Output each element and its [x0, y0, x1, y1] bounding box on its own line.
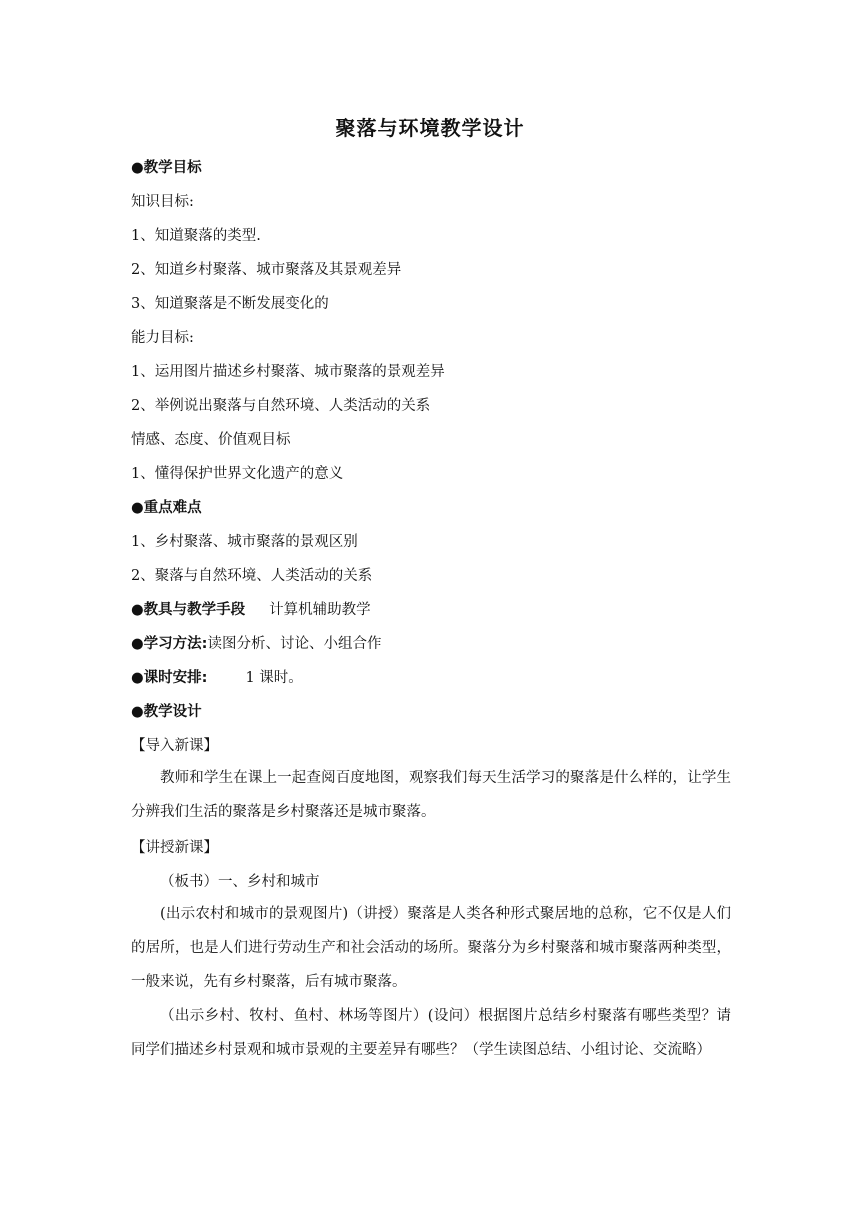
- schedule-row: [131, 668, 303, 688]
- document-title: 聚落与环境教学设计: [335, 116, 525, 140]
- knowledge-item: 2、知道乡村聚落、城市聚落及其景观差异: [131, 262, 402, 278]
- lecture-label: 【讲授新课】: [131, 840, 218, 856]
- intro-paragraph: 教师和学生在课上一起查阅百度地图，观察我们每天生活学习的聚落是什么样的，让学生分辨我们生活的聚落是乡村聚落还是城市聚落。: [131, 770, 731, 820]
- lecture-paragraph-1: (出示农村和城市的景观图片)（讲授）聚落是人类各种形式聚居地的总称，它不仅是人们的居所，也是人们进行劳动生产和社会活动的场所。聚落分为乡村聚落和城市聚落两种类型，一般来说，先有乡村聚落，后有城市聚落。: [131, 906, 731, 990]
- knowledge-item: 1、知道聚落的类型.: [131, 228, 261, 244]
- tools-heading: ●教具与教学手段: [131, 602, 246, 618]
- schedule-heading: ●课时安排:: [131, 670, 208, 686]
- ability-label: 能力目标:: [131, 330, 194, 346]
- board-note: （板书）一、乡村和城市: [160, 874, 320, 890]
- objectives-heading: ●教学目标: [131, 160, 202, 176]
- key-point-item: 2、聚落与自然环境、人类活动的关系: [131, 568, 373, 584]
- emotion-label: 情感、态度、价值观目标: [131, 432, 291, 448]
- knowledge-item: 3、知道聚落是不断发展变化的: [131, 296, 329, 312]
- key-point-item: 1、乡村聚落、城市聚落的景观区别: [131, 534, 358, 550]
- tools-value: 计算机辅助教学: [269, 602, 371, 618]
- schedule-value: 1 课时。: [245, 670, 303, 686]
- knowledge-label: 知识目标:: [131, 194, 194, 210]
- design-heading: ●教学设计: [131, 704, 202, 720]
- key-points-heading: ●重点难点: [131, 500, 202, 516]
- methods-row: [131, 634, 381, 654]
- intro-label: 【导入新课】: [131, 738, 218, 754]
- emotion-item: 1、懂得保护世界文化遗产的意义: [131, 466, 344, 482]
- methods-value: 读图分析、讨论、小组合作: [207, 636, 382, 652]
- tools-row: [131, 600, 371, 620]
- ability-item: 2、举例说出聚落与自然环境、人类活动的关系: [131, 398, 431, 414]
- lecture-paragraph-2: （出示乡村、牧村、鱼村、林场等图片）(设问）根据图片总结乡村聚落有哪些类型？请同学们描述乡村景观和城市景观的主要差异有哪些？（学生读图总结、小组讨论、交流略）: [131, 1008, 731, 1058]
- methods-heading: ●学习方法:: [131, 636, 208, 652]
- ability-item: 1、运用图片描述乡村聚落、城市聚落的景观差异: [131, 364, 445, 380]
